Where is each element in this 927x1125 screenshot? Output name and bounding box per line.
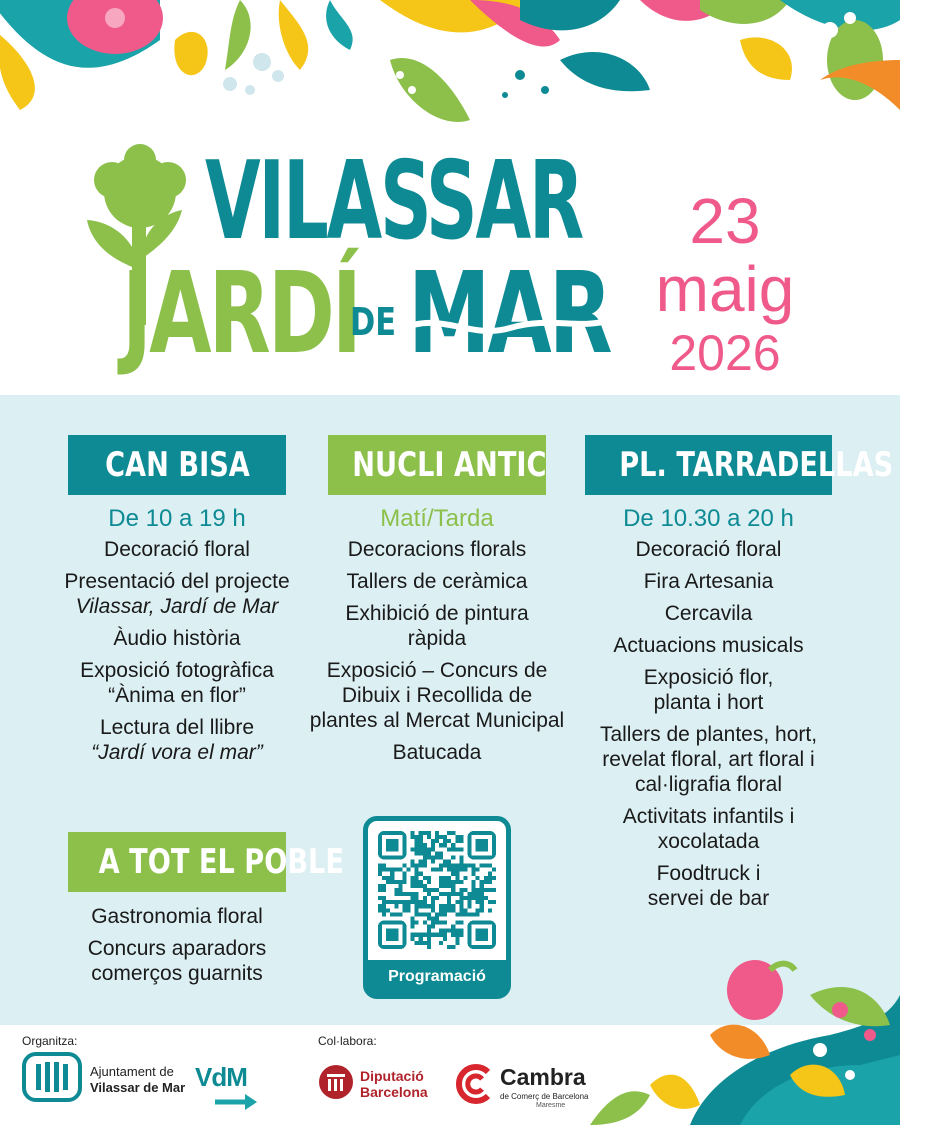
title-de: DE [350,300,397,344]
activity-list [308,537,566,765]
ajuntament-shield-icon [22,1052,82,1102]
cambra-title: Cambra [500,1064,586,1090]
column-nucli-antic [309,435,565,772]
column-time: De 10.30 a 20 h [623,505,794,532]
title-mar: MAR [408,249,610,379]
list-item: Exposició – Concurs de Dibuix i Recollida de plantes al Mercat Municipal [309,659,565,732]
diputacio-emblem-icon [318,1064,354,1100]
top-floral-decoration [0,0,900,140]
list-item: Decoracions florals [347,538,527,561]
list-item: Gastronomia floral [91,905,263,928]
title-jardi: JARDÍ [122,249,360,379]
activity-list [48,537,306,765]
cambra-emblem-icon [452,1062,496,1106]
list-item: Tallers de ceràmica [346,570,528,593]
arrow-right-icon [215,1092,260,1112]
cambra-subtitle: de Comerç de Barcelona [500,1092,589,1101]
diputacio-line2: Barcelona [360,1084,428,1100]
vdm-logo [195,1062,265,1112]
list-item: Foodtruck i servei de bar [647,862,770,910]
programacio-button[interactable]: Programació [368,960,506,994]
diputacio-logo [318,1064,448,1106]
activity-list [585,537,832,911]
bottom-floral-decoration [570,955,900,1125]
date-year: 2026 [669,325,781,381]
list-item: Actuacions musicals [613,634,804,657]
list-item: Batucada [392,741,482,764]
date-day: 23 [689,185,761,257]
qr-code-icon[interactable] [378,831,496,949]
organitza-label: Organitza: [22,1034,78,1048]
list-item: Activitats infantils i xocolatada [622,805,795,853]
section-header: A TOT EL POBLE [68,832,286,892]
ajuntament-line1: Ajuntament de [90,1064,174,1079]
wave-decoration [400,300,610,360]
column-time: Matí/Tarda [380,505,494,532]
column-header: NUCLI ANTIC [328,435,546,495]
vdm-text: VdM [195,1062,247,1092]
list-item: Lectura del llibre “Jardí vora el mar” [91,716,263,764]
list-item: Fira Artesania [643,570,774,593]
list-item: Àudio història [113,627,241,650]
date-month: maig [655,253,795,325]
section-tot-el-poble [68,832,344,993]
list-item: Exposició fotogràfica “Ànima en flor” [80,659,274,707]
list-item: Decoració floral [635,538,782,561]
cambra-logo [452,1062,612,1112]
event-date [640,185,810,382]
column-header: CAN BISA [68,435,286,495]
column-header: PL. TARRADELLAS [585,435,832,495]
list-item: Concurs aparadors comerços guarnits [87,937,267,985]
column-pl-tarradellas [585,435,894,918]
diputacio-line1: Diputació [360,1068,424,1084]
title-vilassar: VILASSAR [205,139,583,264]
cambra-region: Maresme [536,1102,566,1109]
column-time: De 10 a 19 h [108,505,246,532]
list-item: Decoració floral [104,538,250,561]
column-can-bisa [64,435,290,772]
collabora-label: Col·labora: [318,1034,377,1048]
list-item: Exhibició de pintura ràpida [345,602,529,650]
list-item: Tallers de plantes, hort, revelat floral, art floral i cal·ligrafia floral [599,723,818,796]
ajuntament-line2: Vilassar de Mar [90,1080,186,1095]
list-item: Presentació del projecte Vilassar, Jardí de Mar [64,570,290,618]
activity-list [48,904,306,986]
qr-card[interactable] [363,816,511,999]
list-item: Cercavila [664,602,753,625]
list-item: Exposició flor, planta i hort [643,666,774,714]
